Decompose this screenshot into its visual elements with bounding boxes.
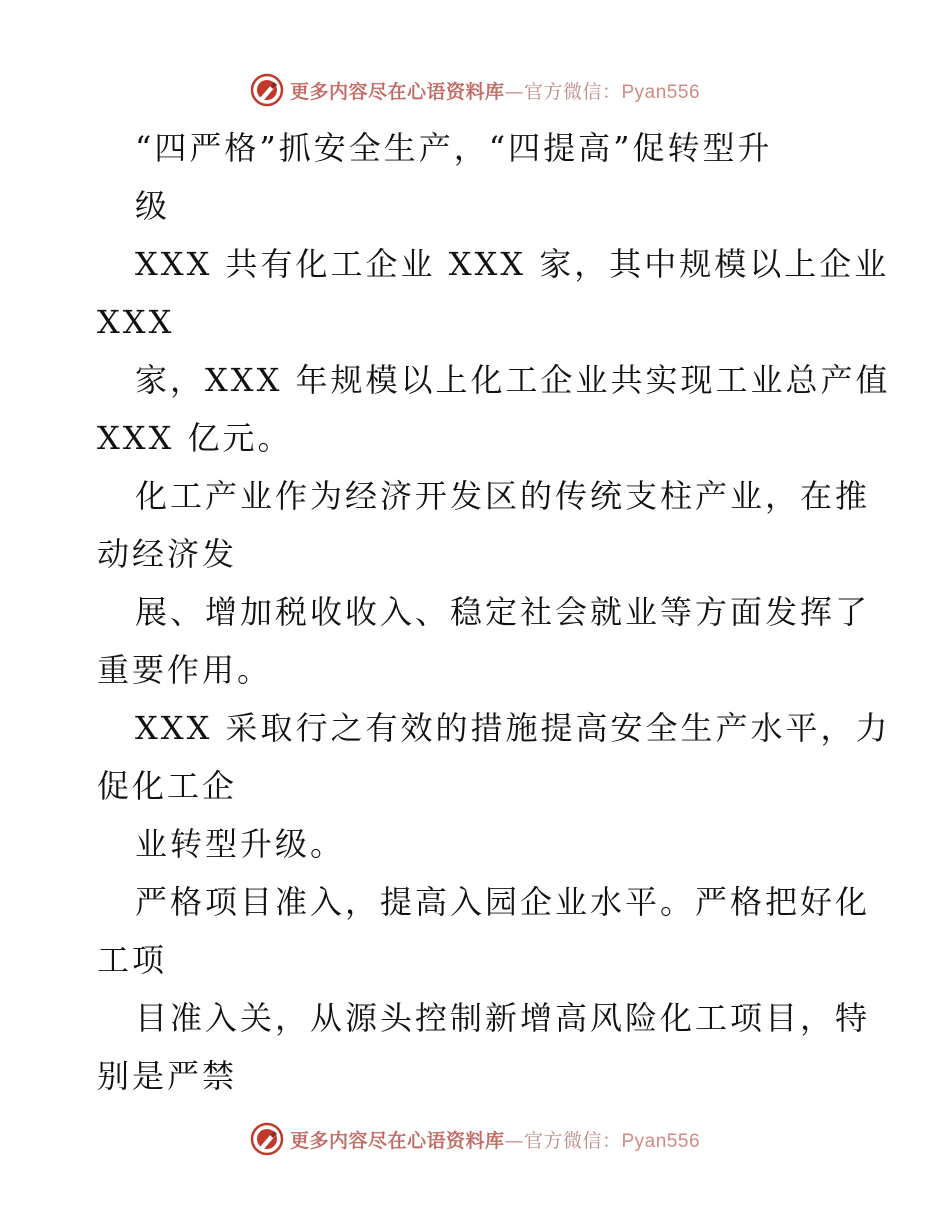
body-line: 动经济发 bbox=[97, 535, 238, 573]
footer-banner bbox=[0, 1119, 950, 1159]
footer-banner-label: 官方微信： bbox=[523, 1129, 622, 1152]
header-banner-label: 官方微信： bbox=[523, 80, 622, 103]
body-line: XXX bbox=[97, 303, 175, 341]
body-line: 别是严禁 bbox=[97, 1057, 238, 1095]
header-banner-wechat-id: Pyan556 bbox=[621, 81, 701, 103]
body-line: 展、增加税收收入、稳定社会就业等方面发挥了 bbox=[135, 593, 871, 631]
body-line: XXX 采取行之有效的措施提高安全生产水平，力 bbox=[135, 709, 891, 747]
body-line: 化工产业作为经济开发区的传统支柱产业，在推 bbox=[135, 477, 871, 515]
footer-banner-wechat-id: Pyan556 bbox=[621, 1130, 701, 1152]
pen-logo-icon bbox=[250, 73, 284, 107]
body-line: 家，XXX 年规模以上化工企业共实现工业总产值 bbox=[135, 361, 891, 399]
body-line: 级 bbox=[135, 187, 171, 225]
footer-banner-main: 更多内容尽在心语资料库 bbox=[289, 1129, 505, 1152]
body-line: 目准入关，从源头控制新增高风险化工项目，特 bbox=[135, 999, 871, 1037]
header-banner-separator: — bbox=[504, 80, 524, 103]
footer-banner-text bbox=[290, 1126, 700, 1153]
header-banner bbox=[0, 70, 950, 110]
body-line: 严格项目准入，提高入园企业水平。严格把好化 bbox=[135, 883, 871, 921]
header-banner-main: 更多内容尽在心语资料库 bbox=[289, 80, 505, 103]
body-line: 业转型升级。 bbox=[135, 825, 346, 863]
body-line: XXX 亿元。 bbox=[97, 419, 293, 457]
body-line: 重要作用。 bbox=[97, 651, 273, 689]
header-banner-text bbox=[290, 77, 700, 104]
body-line: “四严格”抓安全生产，“四提高”促转型升 bbox=[135, 129, 773, 167]
body-line: 工项 bbox=[97, 941, 168, 979]
footer-banner-separator: — bbox=[504, 1129, 524, 1152]
body-line: 促化工企 bbox=[97, 767, 238, 805]
body-line: XXX 共有化工企业 XXX 家，其中规模以上企业 bbox=[135, 245, 890, 283]
pen-logo-icon bbox=[250, 1122, 284, 1156]
